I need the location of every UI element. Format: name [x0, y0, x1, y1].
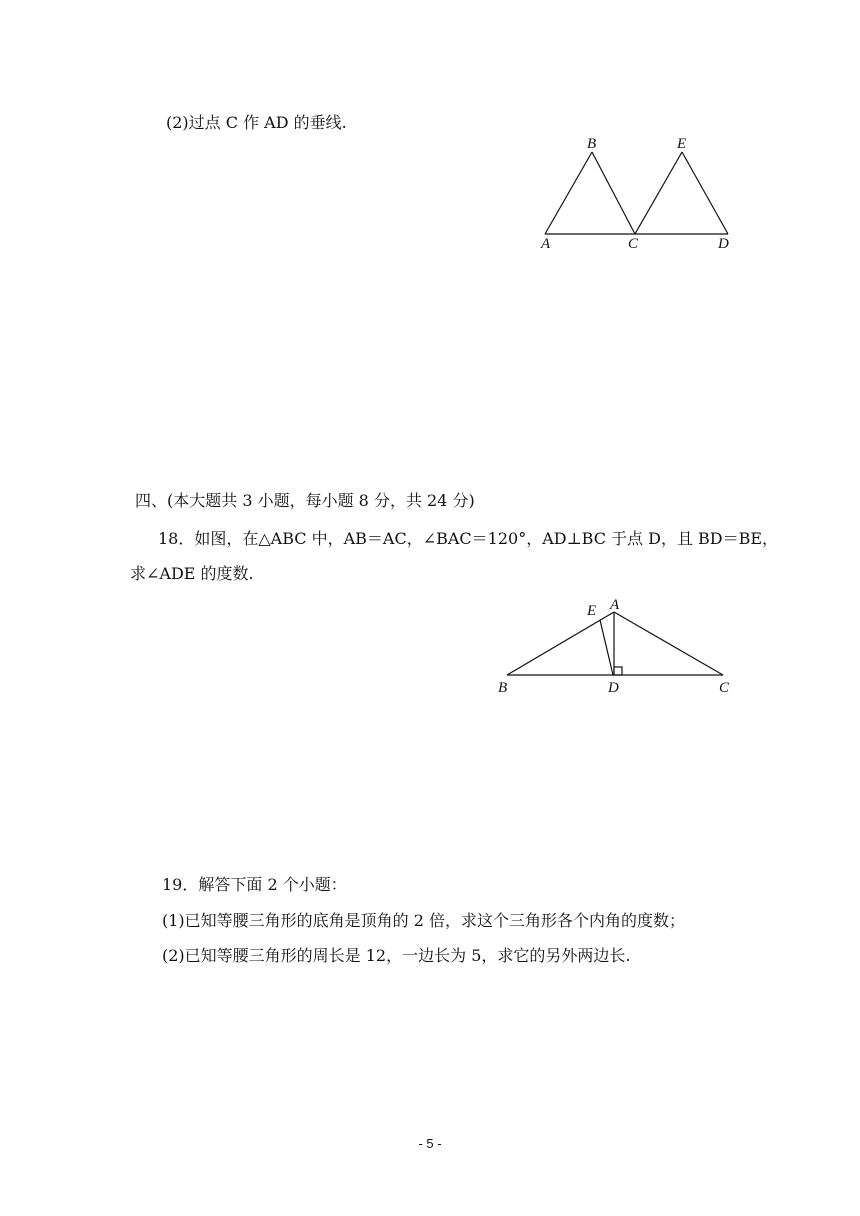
label-B: B: [587, 136, 597, 152]
segment-ED: [682, 152, 728, 234]
label-E: E: [677, 136, 687, 152]
label-B: B: [498, 680, 508, 696]
right-angle-mark: [614, 667, 622, 675]
section-4-heading: 四、(本大题共 3 小题，每小题 8 分，共 24 分): [135, 491, 475, 510]
figure-isosceles-triangle: [490, 590, 740, 700]
question-18-line-1: 18．如图，在△ABC 中，AB＝AC，∠BAC＝120°，AD⊥BC 于点 D，且 BD＝BE，: [158, 529, 779, 548]
label-D: D: [718, 236, 729, 252]
question-18-line-2: 求∠ADE 的度数.: [130, 564, 254, 583]
label-A: A: [610, 597, 620, 613]
segment-AC: [614, 612, 723, 675]
question-19-line-1: 19．解答下面 2 个小题：: [162, 875, 347, 894]
label-C: C: [628, 236, 639, 252]
segment-AB: [545, 152, 592, 234]
label-C: C: [719, 680, 730, 696]
question-19-part-2: (2)已知等腰三角形的周长是 12，一边长为 5，求它的另外两边长.: [162, 946, 631, 965]
question-17-part-2: (2)过点 C 作 AD 的垂线.: [166, 113, 347, 132]
segment-ED: [600, 620, 613, 675]
page-number: - 5 -: [418, 1136, 442, 1151]
figure-two-triangles: [530, 130, 750, 260]
segment-CE: [635, 152, 682, 234]
label-E: E: [587, 603, 597, 619]
label-A: A: [541, 236, 551, 252]
segment-BA: [507, 612, 614, 675]
question-19-part-1: (1)已知等腰三角形的底角是顶角的 2 倍，求这个三角形各个内角的度数；: [162, 911, 686, 930]
label-D: D: [608, 680, 619, 696]
segment-BC: [592, 152, 635, 234]
